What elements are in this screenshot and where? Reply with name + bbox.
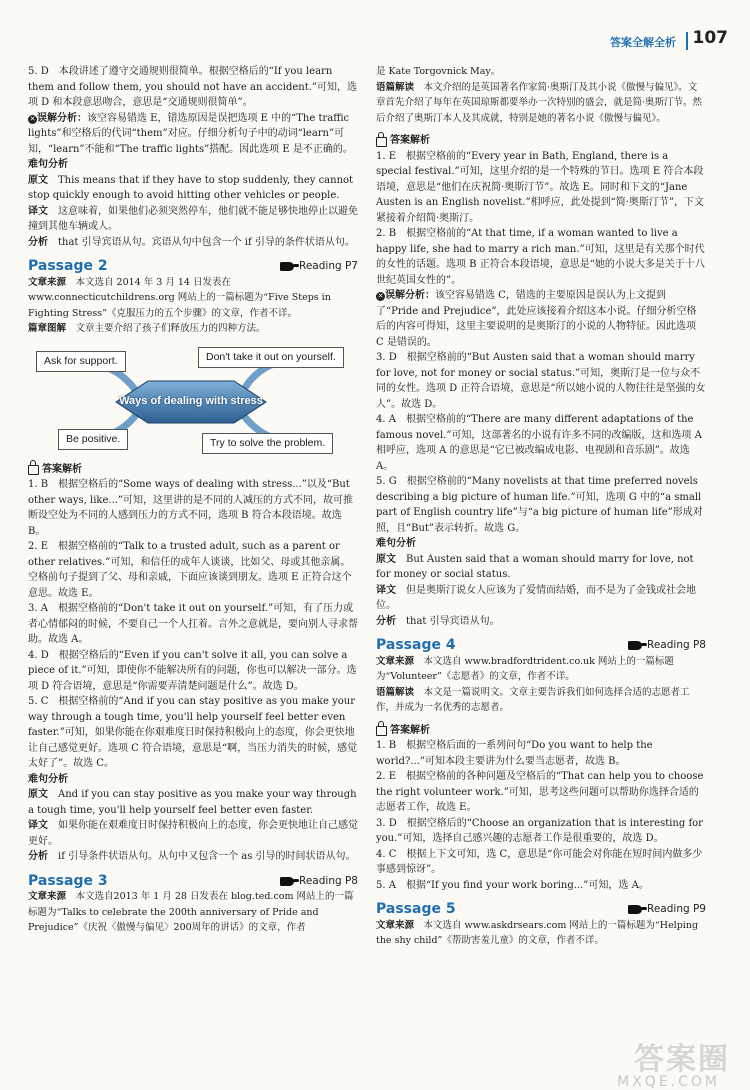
difficult-sentence-heading-3: 难句分析: [376, 538, 416, 549]
passage-4-source: 文章来源 本文选自 www.bradfordtrident.co.uk 网站上的一篇标题为“Volunteer”《志愿者》的文章，作者不详。: [376, 655, 674, 682]
translation: 译文 这意味着，如果他们必须突然停车，他们就不能足够快地停止以避免撞到其他车辆或人。: [28, 205, 358, 232]
p3-answer-1: 1. E 根据空格前的“Every year in Bath, England, there is a special festival.”可知，这里介绍的是一个特殊的节日。选项 E 符合本段语境，意思是“他们在庆祝简·奥斯汀节”。故选 E。同时和下文的“Jane Austen is an English novelist.”相呼应，此处提到“简·奥斯汀节”，下文紧接着介绍简·奥斯汀。: [376, 150, 704, 224]
reading-ref: Reading P8: [280, 874, 358, 890]
passage-3-source: 文章来源 本文选自2013 年 1 月 28 日发表在 blog.ted.com 网站上的一篇标题为“Talks to celebrate the 200th anniversary of Pride and Prejudice”《庆祝〈傲慢与偏见〉200周年的讲话》的文章，作者: [28, 891, 354, 933]
p2-answer-1: 1. B 根据空格后的“Some ways of dealing with stress...”以及“But other ways, like...”可知，这里讲的是不同的人减压的方式不同，故可推断设空处为不同的人感到压力的方式不同，选项 B 符合本段语境。故选 B。: [28, 479, 354, 537]
page-number: 107: [692, 28, 728, 48]
header-label: 答案全解全析: [610, 36, 676, 49]
lock-icon: [376, 137, 387, 147]
p4-answer-1: 1. B 根据空格后面的一系列问句“Do you want to help the world?...”可知本段主要讲为什么要当志愿者，故选 B。: [376, 740, 653, 767]
passage-3-summary: 语篇解读 本文介绍的是英国著名作家简·奥斯汀及其小说《傲慢与偏见》。文章首先介绍了每年在英国琼斯都要举办一次特别的盛会，就是简·奥斯汀节。然后介绍了奥斯汀本人及其成就，特别是她的著名小说《傲慢与偏见》。: [376, 81, 703, 124]
p2-answer-4: 4. D 根据空格后的“Even if you can't solve it all, you can solve a piece of it.”可知，即使你不能解决所有的问题，你也可以解决一部分。选项 D 符合语境，意思是“你需要弄清楚问题是什么”。故选 D。: [28, 649, 357, 692]
p3-answer-5: 5. G 根据空格前的“Many novelists at that time preferred novels describing a big picture of human life.”可知，选项 G 中的“a small part of English country life”与“a big picture of human life”形成对照，且“But”表示转折。故选 G。: [376, 476, 703, 534]
mindmap-node-support: Ask for support.: [36, 351, 126, 373]
p4-answer-4: 4. C 根据上下文可知，选 C，意思是“你可能会对你能在短时间内做多少事感到惊讶”。: [376, 848, 703, 875]
error-icon: ✕: [29, 114, 36, 123]
passage-4-heading: [376, 638, 706, 654]
p2-answer-2: 2. E 根据空格前的“Talk to a trusted adult, such as a parent or other relatives.”可知，和信任的成年人谈谈，比如父、母或其他亲属。空格前句子提到了父、母和亲戚，下面应该谈到朋友。选项 E 正符合这个意思。故选 E。: [28, 541, 352, 599]
reading-ref: Reading P9: [628, 902, 706, 918]
error-analysis: ✕ 误解分析：该空容易错选 E，错选原因是误把选项 E 中的“The traffic lights”和空格后的代词“them”对应。仔细分析句子中的动词“learn”可知，“learn”不能和“The traffic lights”搭配。因此选项 E 是不正确的。: [28, 112, 353, 155]
passage-title: Passage 5: [376, 901, 456, 917]
right-column: [376, 64, 706, 949]
p2-answer-3: 3. A 根据空格前的“Don't take it out on yourself.”可知，有了压力或者心情郁闷的时候，不要自己一个人扛着。言外之意就是，要向别人寻求帮助。故选 A。: [28, 603, 358, 645]
passage-5-heading: [376, 902, 706, 918]
pointing-hand-icon: [280, 877, 294, 886]
p3-answer-4: 4. A 根据空格前的“There are many different adaptations of the famous novel.”可知，这部著名的小说有许多不同的改编版，这和选项 A 相呼应，选项 A 的意思是“它已被改编成电影、电视剧和音乐剧”。故选 A。: [376, 414, 702, 472]
reading-ref: Reading P7: [280, 259, 358, 275]
error-icon: ✕: [377, 292, 384, 300]
difficult-sentence-heading: 难句分析: [28, 159, 68, 170]
analysis: 分析 that 引导宾语从句。宾语从句中包含一个 if 引导的条件状语从句。: [28, 236, 355, 248]
passage-5-source: 文章来源 本文选自 www.askdrsears.com 网站上的一篇标题为“Helping the shy child”《帮助害羞儿童》的文章，作者不详。: [376, 919, 699, 946]
passage-title: Passage 2: [28, 258, 108, 274]
watermark-url: MXQE.COM: [617, 1074, 720, 1090]
mindmap-node-positive: Be positive.: [58, 429, 128, 451]
p3-error-analysis: ✕ 误解分析：该空容易错选 C，错选的主要原因是误认为上文提到了“Pride and Prejudice”，此处应该接着介绍这本小说。仔细分析空格后的内容可得知，这里主要说明的是奥斯汀的小说的人物特征。因此选项 C 是错误的。: [376, 290, 697, 348]
answers-heading: 答案解析: [376, 133, 706, 149]
p2-answer-5: 5. C 根据空格前的“And if you can stay positive as you make your way through a tough time, you'll help yourself feel better even faster.”可知，如果你能在你艰难度日时保持积极向上的态度，你会更快地让自己感觉更好。选项 C 符合语境，意思是“啊，当压力消失的时候，感觉太好了”。故选 C。: [28, 696, 358, 769]
passage-diagram-intro: 篇章图解 文章主要介绍了孩子们释放压力的四种方法。: [28, 323, 266, 334]
answers-heading: 答案解析: [28, 462, 358, 478]
passage-title: Passage 3: [28, 872, 108, 889]
answers-heading: 答案解析: [376, 723, 706, 739]
original-sentence-2: 原文 And if you can stay positive as you make your way through a tough time, you'll help yourself feel better even faster.: [28, 789, 357, 816]
answer-5d: 5. D 本段讲述了遵守交通规则很简单。根据空格后的“If you learn them and follow them, you should not have an accident.”可知，选项 D 和本段意思吻合，意思是“交通规则很简单”。: [28, 66, 358, 108]
stress-mindmap: [28, 343, 358, 455]
lock-icon: [28, 465, 39, 475]
original-sentence: 原文 This means that if they have to stop suddenly, they cannot stop quickly enough to avoid hitting other vehicles or people.: [28, 174, 354, 201]
mindmap-center: Ways of dealing with stress: [119, 395, 263, 407]
reading-ref: Reading P8: [628, 638, 706, 654]
p4-answer-3: 3. D 根据空格后的“Choose an organization that is interesting for you.”可知，选择自己感兴趣的志愿者工作是很重要的，故选 D。: [376, 817, 703, 844]
p3-answer-3: 3. D 根据空格前的“But Austen said that a woman should marry for love, not for money or social status.”可知，奥斯汀是一位与众不同的女性。选项 D 正符合语境，意思是“所以她小说的人物往往是坚强的女人”。故选 D。: [376, 352, 706, 410]
passage-title: Passage 4: [376, 637, 456, 653]
analysis-2: 分析 if 引导条件状语从句。从句中又包含一个 as 引导的时间状语从句。: [28, 851, 356, 862]
left-column: [28, 64, 358, 936]
lock-icon: [376, 726, 387, 736]
p3-answer-2: 2. B 根据空格前的“At that time, if a woman wanted to live a happy life, she had to marry a rich man.”可知，这里是有关那个时代的女性的话题。选项 B 正符合本段语境，意思是“她的小说大多是关于十八世纪英国女性的”。: [376, 228, 705, 286]
analysis-3: 分析 that 引导宾语从句。: [376, 615, 500, 627]
pointing-hand-icon: [628, 905, 642, 914]
page-header: [0, 28, 750, 52]
translation-3: 译文 但是奥斯汀说女人应该为了爱情而结婚，而不是为了金钱或社会地位。: [376, 584, 696, 611]
original-sentence-3: 原文 But Austen said that a woman should marry for love, not for money or social status.: [376, 553, 694, 580]
passage-3-source-cont: 是 Kate Torgovnick May。: [376, 66, 501, 77]
translation-2: 译文 如果你能在艰难度日时保持积极向上的态度，你会更快地让自己感觉更好。: [28, 820, 358, 847]
p4-answer-5: 5. A 根据“If you find your work boring...”可知，选 A。: [376, 879, 649, 891]
passage-source: 文章来源 本文选自 2014 年 3 月 14 日发表在 www.connecticutchildrens.org 网站上的一篇标题为“Five Steps in Fighting Stress”《克服压力的五个步骤》的文章，作者不详。: [28, 276, 331, 319]
pointing-hand-icon: [280, 262, 294, 271]
header-divider: [686, 32, 688, 50]
p4-answer-2: 2. E 根据空格前的各种问题及空格后的“That can help you to choose the right volunteer work.”可知，思考这些问题可以帮助你选择合适的志愿者工作，故选 E。: [376, 771, 704, 813]
mindmap-node-solve: Try to solve the problem.: [202, 433, 333, 455]
pointing-hand-icon: [628, 641, 642, 650]
passage-2-heading: [28, 259, 358, 275]
mindmap-node-not-on-yourself: Don't take it out on yourself.: [198, 347, 344, 369]
passage-4-summary: 语篇解读 本文是一篇说明文。文章主要告诉我们如何选择合适的志愿者工作，并成为一名优秀的志愿者。: [376, 686, 690, 713]
passage-3-heading: [28, 874, 358, 890]
watermark-logo: 答案圈: [634, 1042, 730, 1077]
difficult-sentence-heading-2: 难句分析: [28, 773, 68, 785]
